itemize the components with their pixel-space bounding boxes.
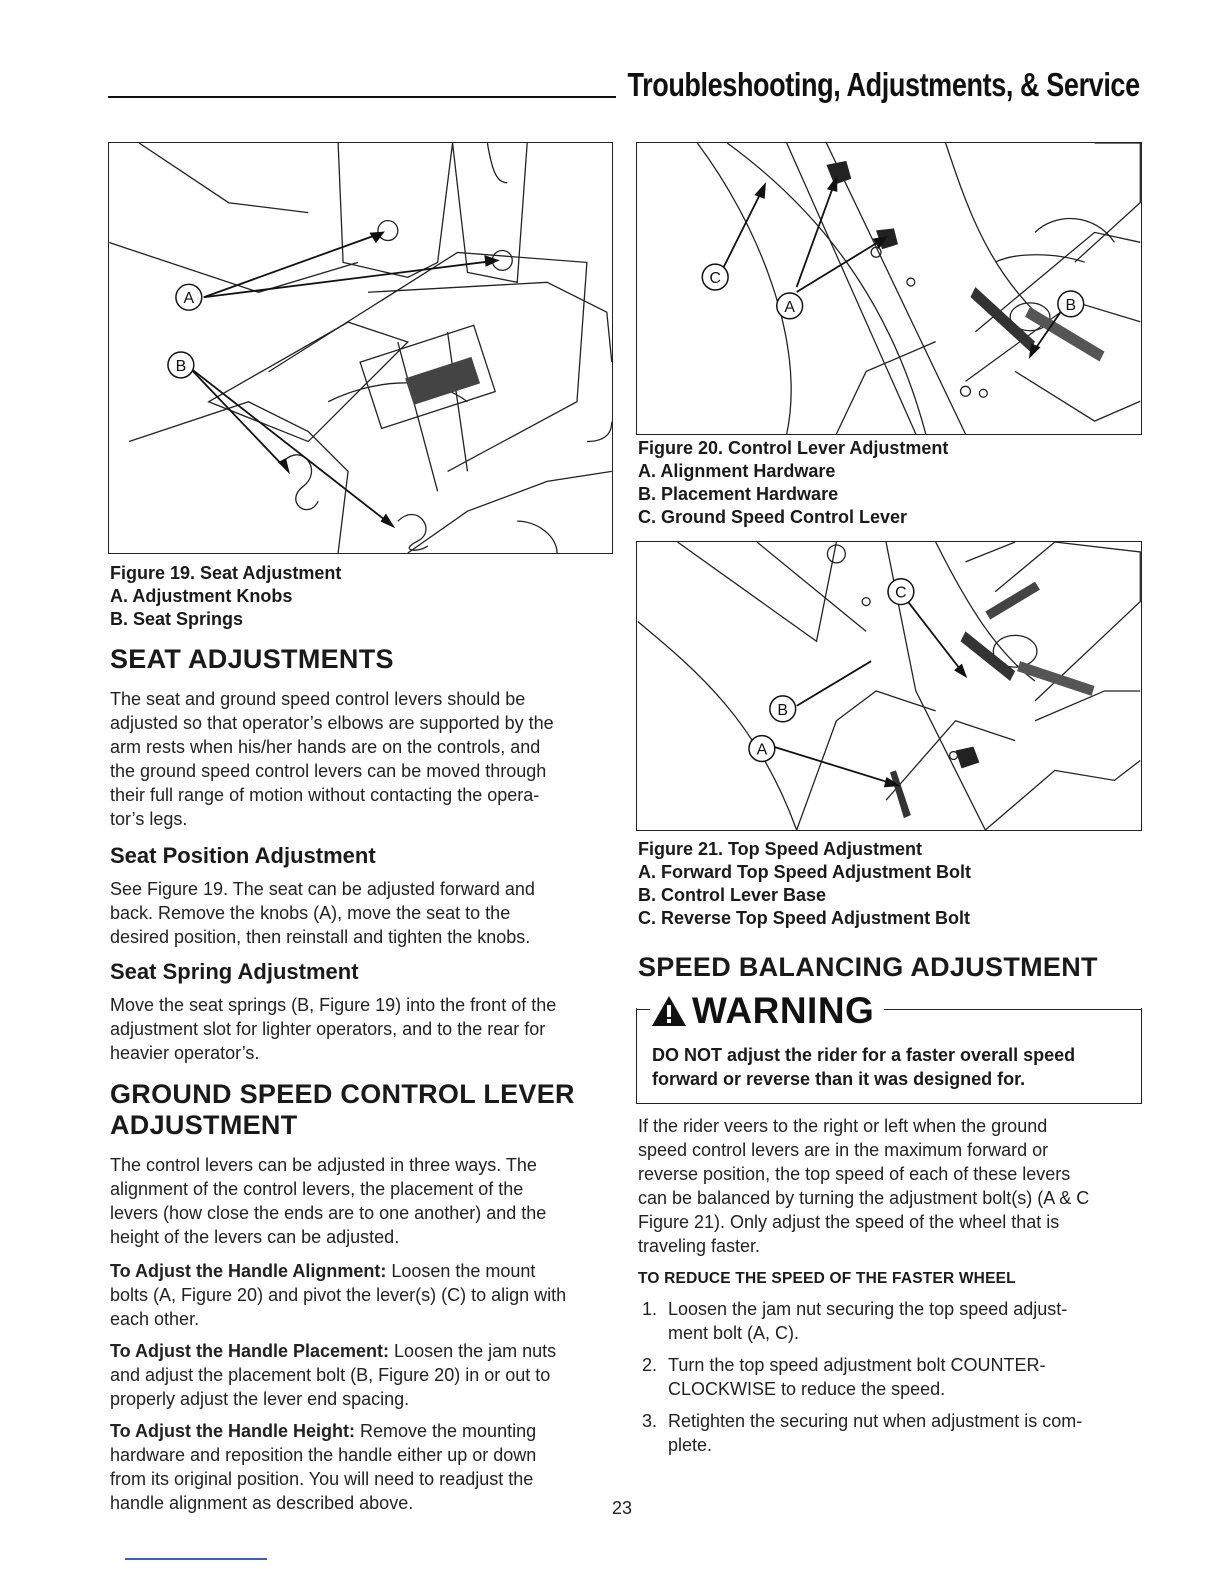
warning-rule — [636, 1009, 650, 1010]
figure-20-illustration — [637, 143, 1141, 434]
text-line: tor’s legs. — [110, 809, 188, 829]
heading-line: ADJUSTMENT — [110, 1110, 298, 1140]
text-line: each other. — [110, 1309, 200, 1329]
text-line: The seat and ground speed control levers should be — [110, 689, 526, 709]
handle-placement-label: To Adjust the Handle Placement: — [110, 1341, 390, 1361]
step-number: 1. — [642, 1299, 658, 1319]
text-line: heavier operator’s. — [110, 1043, 260, 1063]
reduce-speed-steps — [638, 1297, 1144, 1457]
text-line: levers (how close the ends are to one another) and the — [110, 1203, 547, 1223]
fig19-callout-a: A — [183, 290, 195, 308]
text-line: reverse position, the top speed of each of these levers — [638, 1164, 1071, 1184]
seat-position-paragraph — [110, 877, 610, 949]
figure-21-top-speed-adjustment — [636, 541, 1142, 831]
ground-speed-intro — [110, 1153, 610, 1249]
header-rule — [108, 96, 616, 98]
caption-item: A. Alignment Hardware — [638, 461, 836, 481]
left-column — [110, 644, 610, 1515]
caption-title: Figure 21. Top Speed Adjustment — [638, 839, 923, 859]
text-line: handle alignment as described above. — [110, 1493, 414, 1513]
caption-item: B. Placement Hardware — [638, 484, 839, 504]
figure-21-caption — [638, 838, 971, 930]
fig21-callout-c: C — [895, 584, 907, 602]
text-line: their full range of motion without contacting the opera- — [110, 785, 540, 805]
figure-20-caption — [638, 437, 948, 529]
list-item — [638, 1353, 1144, 1401]
text-line: hardware and reposition the handle either up or down — [110, 1445, 537, 1465]
seat-adjustments-heading: SEAT ADJUSTMENTS — [110, 644, 394, 674]
text-line: forward or reverse than it was designed for. — [652, 1069, 1026, 1089]
ground-speed-heading — [110, 1079, 610, 1141]
fig19-callout-b: B — [175, 357, 187, 375]
text-line: properly adjust the lever end spacing. — [110, 1389, 410, 1409]
veer-paragraph — [638, 1114, 1144, 1258]
caption-item: B. Seat Springs — [110, 609, 244, 629]
text-line: Figure 21). Only adjust the speed of the wheel that is — [638, 1212, 1060, 1232]
warning-text — [652, 1043, 1132, 1091]
handle-height-paragraph — [110, 1419, 610, 1515]
text-line: Move the seat springs (B, Figure 19) into the front of the — [110, 995, 557, 1015]
speed-balancing-heading: SPEED BALANCING ADJUSTMENT — [638, 952, 1098, 982]
fig20-callout-c: C — [709, 270, 721, 288]
footer-line — [125, 1558, 267, 1560]
handle-placement-paragraph — [110, 1339, 610, 1411]
figure-21-illustration — [637, 542, 1141, 830]
text-line: adjusted so that operator’s elbows are supported by the — [110, 713, 554, 733]
text-line: ment bolt (A, C). — [668, 1323, 800, 1343]
text-line: the ground speed control levers can be moved through — [110, 761, 547, 781]
text-line: alignment of the control levers, the placement of the — [110, 1179, 524, 1199]
text-line: from its original position. You will need to readjust the — [110, 1469, 534, 1489]
text-line: plete. — [668, 1435, 713, 1455]
figure-19-illustration — [109, 143, 612, 553]
caption-title: Figure 20. Control Lever Adjustment — [638, 438, 949, 458]
text-line: back. Remove the knobs (A), move the seat to the — [110, 903, 511, 923]
text-line: desired position, then reinstall and tighten the knobs. — [110, 927, 531, 947]
text-line: Loosen the jam nuts — [389, 1341, 557, 1361]
page-number: 23 — [612, 1498, 633, 1518]
handle-height-label: To Adjust the Handle Height: — [110, 1421, 355, 1441]
seat-position-heading: Seat Position Adjustment — [110, 843, 376, 868]
text-line: Remove the mounting — [355, 1421, 537, 1441]
text-line: If the rider veers to the right or left when the ground — [638, 1116, 1048, 1136]
text-line: CLOCKWISE to reduce the speed. — [668, 1379, 946, 1399]
reduce-speed-heading: TO REDUCE THE SPEED OF THE FASTER WHEEL — [638, 1270, 1016, 1287]
text-line: See Figure 19. The seat can be adjusted forward and — [110, 879, 535, 899]
fig20-callout-a: A — [784, 298, 795, 316]
handle-alignment-label: To Adjust the Handle Alignment: — [110, 1261, 387, 1281]
caption-title: Figure 19. Seat Adjustment — [110, 563, 342, 583]
warning-triangle-icon — [650, 994, 688, 1028]
text-line: can be balanced by turning the adjustment bolt(s) (A & C — [638, 1188, 1090, 1208]
seat-spring-paragraph — [110, 993, 610, 1065]
text-line: height of the levers can be adjusted. — [110, 1227, 400, 1247]
fig21-callout-a: A — [756, 741, 768, 759]
caption-item: C. Ground Speed Control Lever — [638, 507, 908, 527]
step-number: 3. — [642, 1411, 658, 1431]
figure-20-control-lever-adjustment — [636, 142, 1142, 435]
seat-adjustments-paragraph — [110, 687, 610, 831]
warning-title: WARNING — [692, 990, 875, 1031]
fig20-callout-b: B — [1065, 296, 1077, 314]
figure-19-seat-adjustment — [108, 142, 613, 554]
warning-title-wrap — [650, 990, 884, 1032]
text-line: bolts (A, Figure 20) and pivot the lever(s) (C) to align with — [110, 1285, 567, 1305]
heading-line: GROUND SPEED CONTROL LEVER — [110, 1079, 575, 1109]
step-number: 2. — [642, 1355, 658, 1375]
right-column-body — [638, 1114, 1144, 1465]
caption-item: C. Reverse Top Speed Adjustment Bolt — [638, 908, 971, 928]
warning-rule — [880, 1009, 1142, 1010]
text-line: DO NOT adjust the rider for a faster overall speed — [652, 1045, 1076, 1065]
handle-alignment-paragraph — [110, 1259, 610, 1331]
seat-spring-heading: Seat Spring Adjustment — [110, 959, 359, 984]
list-item — [638, 1297, 1144, 1345]
speed-balancing-heading-wrap — [638, 952, 1144, 983]
text-line: adjustment slot for lighter operators, and to the rear for — [110, 1019, 546, 1039]
text-line: and adjust the placement bolt (B, Figure 20) in or out to — [110, 1365, 551, 1385]
text-line: arm rests when his/her hands are on the controls, and — [110, 737, 541, 757]
text-line: speed control levers are in the maximum forward or — [638, 1140, 1049, 1160]
figure-19-caption — [110, 562, 341, 631]
text-line: Turn the top speed adjustment bolt COUNTER- — [668, 1355, 1046, 1375]
text-line: traveling faster. — [638, 1236, 761, 1256]
list-item — [638, 1409, 1144, 1457]
text-line: Retighten the securing nut when adjustment is com- — [668, 1411, 1083, 1431]
caption-item: B. Control Lever Base — [638, 885, 827, 905]
caption-item: A. Forward Top Speed Adjustment Bolt — [638, 862, 971, 882]
caption-item: A. Adjustment Knobs — [110, 586, 293, 606]
page-header-title: Troubleshooting, Adjustments, & Service — [627, 66, 1140, 103]
fig21-callout-b: B — [777, 701, 789, 719]
text-line: Loosen the mount — [386, 1261, 536, 1281]
text-line: The control levers can be adjusted in three ways. The — [110, 1155, 537, 1175]
text-line: Loosen the jam nut securing the top speed adjust- — [668, 1299, 1068, 1319]
